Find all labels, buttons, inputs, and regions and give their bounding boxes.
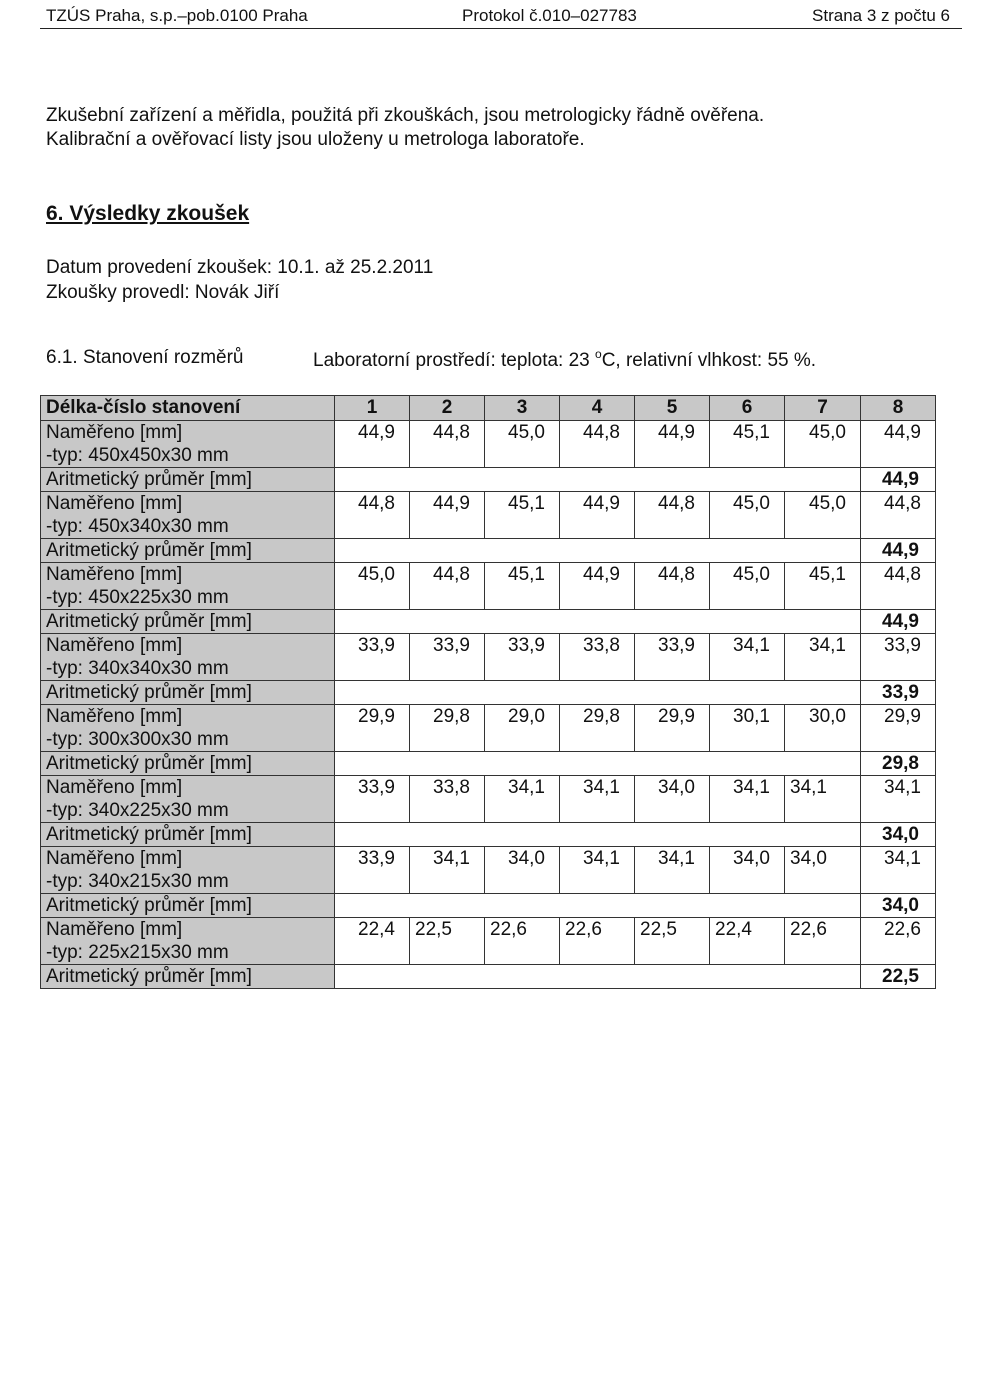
average-spacer-cell — [335, 965, 861, 989]
measured-value-cell: 45,0 — [485, 421, 560, 468]
average-spacer-cell — [335, 752, 861, 776]
measured-value-cell: 22,6 — [485, 918, 560, 965]
measured-value-cell: 44,8 — [410, 563, 485, 610]
measured-label-cell — [41, 918, 335, 965]
measured-value-cell: 33,8 — [410, 776, 485, 823]
measured-row — [41, 492, 936, 539]
intro-line-1: Zkušební zařízení a měřidla, použitá při zkouškách, jsou metrologicky řádně ověřena. — [46, 105, 765, 126]
measured-value-cell: 29,8 — [560, 705, 635, 752]
measured-value-cell: 34,0 — [785, 847, 861, 894]
dimensions-table — [40, 395, 936, 989]
measured-value-cell: 44,9 — [560, 492, 635, 539]
column-header: 6 — [710, 396, 785, 421]
measured-row — [41, 776, 936, 823]
measured-value-cell: 22,6 — [861, 918, 936, 965]
measured-value-cell: 33,8 — [560, 634, 635, 681]
average-value-cell: 44,9 — [861, 468, 936, 492]
measured-value-cell: 44,8 — [861, 563, 936, 610]
specimen-type: -typ: 340x225x30 mm — [46, 800, 229, 821]
measured-label-cell — [41, 705, 335, 752]
average-row — [41, 965, 936, 989]
measured-label-cell — [41, 421, 335, 468]
measured-value-cell: 44,8 — [560, 421, 635, 468]
specimen-type: -typ: 340x340x30 mm — [46, 658, 229, 679]
test-date: Datum provedení zkoušek: 10.1. až 25.2.2011 — [46, 257, 434, 278]
measured-label: Naměřeno [mm] — [46, 919, 183, 940]
measured-value-cell: 44,9 — [861, 421, 936, 468]
measured-label-cell — [41, 847, 335, 894]
header-page-number: Strana 3 z počtu 6 — [812, 6, 950, 25]
measured-value-cell: 34,1 — [710, 776, 785, 823]
measured-value-cell: 34,0 — [710, 847, 785, 894]
measured-value-cell: 34,1 — [635, 847, 710, 894]
degree-sign: o — [595, 347, 602, 361]
column-header: 3 — [485, 396, 560, 421]
measured-value-cell: 34,1 — [861, 776, 936, 823]
measured-value-cell: 33,9 — [410, 634, 485, 681]
measured-label-cell — [41, 563, 335, 610]
measured-value-cell: 22,4 — [335, 918, 410, 965]
measured-value-cell: 34,1 — [485, 776, 560, 823]
specimen-type: -typ: 450x225x30 mm — [46, 587, 229, 608]
measured-value-cell: 44,8 — [635, 563, 710, 610]
measured-row — [41, 421, 936, 468]
measured-label-cell — [41, 634, 335, 681]
header-label-cell: Délka-číslo stanovení — [41, 396, 335, 421]
measured-value-cell: 34,1 — [861, 847, 936, 894]
average-label: Aritmetický průměr [mm] — [41, 965, 335, 989]
intro-paragraph — [46, 104, 764, 152]
average-value-cell: 22,5 — [861, 965, 936, 989]
average-spacer-cell — [335, 468, 861, 492]
measured-value-cell: 45,1 — [485, 563, 560, 610]
measured-value-cell: 34,1 — [710, 634, 785, 681]
average-spacer-cell — [335, 610, 861, 634]
measured-row — [41, 918, 936, 965]
env-suffix: C, relativní vlhkost: 55 %. — [601, 350, 817, 371]
measured-label-cell — [41, 776, 335, 823]
measured-value-cell: 45,0 — [710, 492, 785, 539]
measured-value-cell: 34,0 — [485, 847, 560, 894]
header-organization: TZÚS Praha, s.p.–pob.0100 Praha — [46, 6, 308, 25]
average-value-cell: 29,8 — [861, 752, 936, 776]
average-row — [41, 610, 936, 634]
measured-label: Naměřeno [mm] — [46, 564, 183, 585]
average-spacer-cell — [335, 539, 861, 563]
lab-environment — [313, 347, 816, 372]
tester-name: Zkoušky provedl: Novák Jiří — [46, 282, 280, 303]
measured-value-cell: 22,5 — [635, 918, 710, 965]
measured-value-cell: 34,1 — [785, 776, 861, 823]
measured-value-cell: 44,8 — [335, 492, 410, 539]
measured-value-cell: 29,9 — [635, 705, 710, 752]
average-value-cell: 44,9 — [861, 539, 936, 563]
column-header: 8 — [861, 396, 936, 421]
average-value-cell: 34,0 — [861, 894, 936, 918]
average-label: Aritmetický průměr [mm] — [41, 752, 335, 776]
measured-value-cell: 45,1 — [785, 563, 861, 610]
section-title: 6. Výsledky zkoušek — [46, 202, 250, 225]
measured-value-cell: 45,0 — [785, 421, 861, 468]
specimen-type: -typ: 340x215x30 mm — [46, 871, 229, 892]
measured-label-cell — [41, 492, 335, 539]
average-label: Aritmetický průměr [mm] — [41, 468, 335, 492]
specimen-type: -typ: 300x300x30 mm — [46, 729, 229, 750]
average-value-cell: 34,0 — [861, 823, 936, 847]
column-header: 5 — [635, 396, 710, 421]
measured-value-cell: 44,8 — [635, 492, 710, 539]
measured-row — [41, 563, 936, 610]
column-header: 7 — [785, 396, 861, 421]
subsection-title: 6.1. Stanovení rozměrů — [46, 347, 244, 368]
measured-value-cell: 22,5 — [410, 918, 485, 965]
intro-line-2: Kalibrační a ověřovací listy jsou uloženy u metrologa laboratoře. — [46, 129, 585, 150]
average-label: Aritmetický průměr [mm] — [41, 894, 335, 918]
average-label: Aritmetický průměr [mm] — [41, 823, 335, 847]
average-value-cell: 33,9 — [861, 681, 936, 705]
measured-value-cell: 44,9 — [335, 421, 410, 468]
measured-label: Naměřeno [mm] — [46, 493, 183, 514]
specimen-type: -typ: 450x450x30 mm — [46, 445, 229, 466]
measured-value-cell: 33,9 — [335, 847, 410, 894]
measured-label: Naměřeno [mm] — [46, 777, 183, 798]
measured-value-cell: 44,9 — [410, 492, 485, 539]
measured-label: Naměřeno [mm] — [46, 706, 183, 727]
measured-value-cell: 34,1 — [560, 776, 635, 823]
measured-value-cell: 33,9 — [335, 776, 410, 823]
column-header: 1 — [335, 396, 410, 421]
average-spacer-cell — [335, 894, 861, 918]
average-row — [41, 539, 936, 563]
average-spacer-cell — [335, 681, 861, 705]
average-value-cell: 44,9 — [861, 610, 936, 634]
average-row — [41, 752, 936, 776]
measured-value-cell: 33,9 — [335, 634, 410, 681]
env-prefix: Laboratorní prostředí: teplota: 23 — [313, 350, 596, 371]
measured-value-cell: 34,1 — [560, 847, 635, 894]
header-divider — [40, 28, 962, 29]
average-label: Aritmetický průměr [mm] — [41, 539, 335, 563]
measured-value-cell: 33,9 — [485, 634, 560, 681]
measured-value-cell: 33,9 — [635, 634, 710, 681]
measured-value-cell: 29,9 — [861, 705, 936, 752]
measured-value-cell: 45,0 — [710, 563, 785, 610]
average-row — [41, 468, 936, 492]
measured-value-cell: 44,9 — [635, 421, 710, 468]
measured-value-cell: 34,1 — [785, 634, 861, 681]
average-row — [41, 894, 936, 918]
measured-value-cell: 45,0 — [335, 563, 410, 610]
measured-value-cell: 30,1 — [710, 705, 785, 752]
measured-value-cell: 33,9 — [861, 634, 936, 681]
measured-value-cell: 44,8 — [410, 421, 485, 468]
average-row — [41, 681, 936, 705]
measured-label: Naměřeno [mm] — [46, 848, 183, 869]
specimen-type: -typ: 225x215x30 mm — [46, 942, 229, 963]
measured-value-cell: 34,1 — [410, 847, 485, 894]
measured-row — [41, 634, 936, 681]
measured-value-cell: 45,1 — [485, 492, 560, 539]
header-protocol-number: Protokol č.010–027783 — [462, 6, 637, 25]
page-header — [46, 6, 950, 28]
measured-value-cell: 34,0 — [635, 776, 710, 823]
average-row — [41, 823, 936, 847]
measured-value-cell: 29,8 — [410, 705, 485, 752]
table-header-row — [41, 396, 936, 421]
measured-value-cell: 22,6 — [560, 918, 635, 965]
column-header: 2 — [410, 396, 485, 421]
average-label: Aritmetický průměr [mm] — [41, 610, 335, 634]
average-spacer-cell — [335, 823, 861, 847]
average-label: Aritmetický průměr [mm] — [41, 681, 335, 705]
measured-value-cell: 22,4 — [710, 918, 785, 965]
measured-value-cell: 45,0 — [785, 492, 861, 539]
measured-label: Naměřeno [mm] — [46, 635, 183, 656]
measured-value-cell: 30,0 — [785, 705, 861, 752]
specimen-type: -typ: 450x340x30 mm — [46, 516, 229, 537]
measured-row — [41, 847, 936, 894]
measured-value-cell: 22,6 — [785, 918, 861, 965]
measured-value-cell: 44,8 — [861, 492, 936, 539]
measured-label: Naměřeno [mm] — [46, 422, 183, 443]
measured-value-cell: 44,9 — [560, 563, 635, 610]
column-header: 4 — [560, 396, 635, 421]
measured-value-cell: 29,0 — [485, 705, 560, 752]
measured-value-cell: 45,1 — [710, 421, 785, 468]
measured-row — [41, 705, 936, 752]
test-metadata — [46, 255, 433, 305]
measured-value-cell: 29,9 — [335, 705, 410, 752]
